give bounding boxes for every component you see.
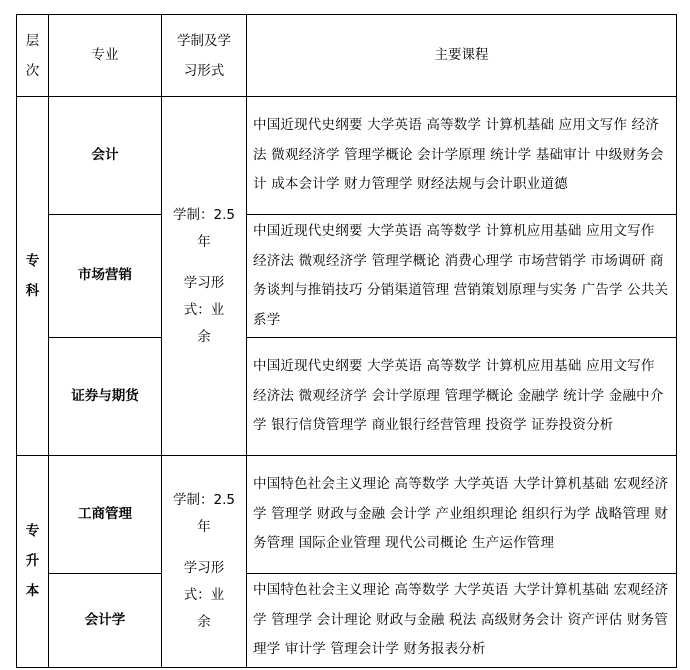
major-cell: 证券与期货	[49, 338, 162, 456]
courses-cell: 中国近现代史纲要 大学英语 高等数学 计算机应用基础 应用文写作 经济法 微观经济学 管理学概论 消费心理学 市场营销学 市场调研 商务谈判与推销技巧 分销渠道管理 营销策划原理与实务 广告学 公共关系学	[247, 215, 677, 338]
mode-cell: 学制：2.5 年 学习形 式：业 余	[162, 456, 247, 668]
header-mode: 学制及学 习形式	[162, 15, 247, 97]
curriculum-table	[16, 14, 677, 668]
courses-cell: 中国近现代史纲要 大学英语 高等数学 计算机应用基础 应用文写作 经济法 微观经济学 会计学原理 管理学概论 金融学 统计学 金融中介学 银行信贷管理学 商业银行经营管理 投资学 证券投资分析	[247, 338, 677, 456]
courses-cell: 中国特色社会主义理论 高等数学 大学英语 大学计算机基础 宏观经济学 管理学 会计理论 财政与金融 税法 高级财务会计 资产评估 财务管理学 审计学 管理会计学 财务报表分析	[247, 574, 677, 668]
table-row	[17, 574, 677, 668]
header-courses: 主要课程	[247, 15, 677, 97]
major-cell: 市场营销	[49, 215, 162, 338]
header-major: 专业	[49, 15, 162, 97]
header-level: 层 次	[17, 15, 49, 97]
major-cell: 会计学	[49, 574, 162, 668]
table-row	[17, 338, 677, 456]
major-cell: 会计	[49, 97, 162, 215]
level-cell-zhuanke: 专 科	[17, 97, 49, 456]
table-row	[17, 456, 677, 574]
mode-cell: 学制：2.5 年 学习形 式：业 余	[162, 97, 247, 456]
major-cell: 工商管理	[49, 456, 162, 574]
header-row	[17, 15, 677, 97]
table-row	[17, 97, 677, 215]
level-cell-zhuanshengben: 专 升 本	[17, 456, 49, 668]
courses-cell: 中国特色社会主义理论 高等数学 大学英语 大学计算机基础 宏观经济学 管理学 财政与金融 会计学 产业组织理论 组织行为学 战略管理 财务管理 国际企业管理 现代公司概论 生产运作管理	[247, 456, 677, 574]
courses-cell: 中国近现代史纲要 大学英语 高等数学 计算机基础 应用文写作 经济法 微观经济学 管理学概论 会计学原理 统计学 基础审计 中级财务会计 成本会计学 财力管理学 财经法规与会计职业道德	[247, 97, 677, 215]
table-row	[17, 215, 677, 338]
